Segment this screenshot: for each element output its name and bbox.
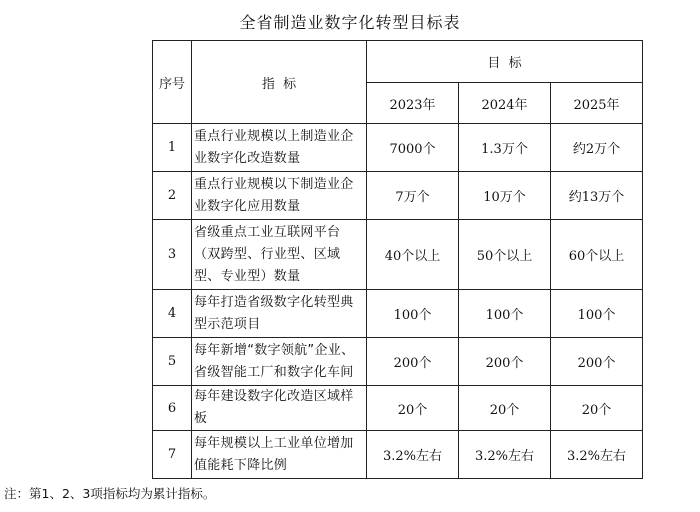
row-value-2025: 20个 bbox=[551, 386, 643, 431]
row-value-2025: 约13万个 bbox=[551, 172, 643, 220]
row-indicator: 重点行业规模以上制造业企业数字化改造数量 bbox=[192, 124, 367, 172]
table-title: 全省制造业数字化转型目标表 bbox=[239, 13, 461, 32]
row-indicator: 重点行业规模以下制造业企业数字化应用数量 bbox=[192, 172, 367, 220]
row-value-2025: 100个 bbox=[551, 290, 643, 338]
header-year-2023: 2023年 bbox=[367, 83, 459, 124]
header-year-2024: 2024年 bbox=[459, 83, 551, 124]
row-value-2025: 200个 bbox=[551, 338, 643, 386]
table-row bbox=[153, 386, 643, 431]
row-value-2023: 100个 bbox=[367, 290, 459, 338]
row-seq: 7 bbox=[153, 431, 192, 479]
row-seq: 1 bbox=[153, 124, 192, 172]
table-row bbox=[153, 431, 643, 479]
row-value-2025: 3.2%左右 bbox=[551, 431, 643, 479]
row-indicator: 省级重点工业互联网平台（双跨型、行业型、区域型、专业型）数量 bbox=[192, 220, 367, 290]
header-indicator: 指 标 bbox=[192, 41, 367, 124]
header-year-2025: 2025年 bbox=[551, 83, 643, 124]
row-value-2024: 10万个 bbox=[459, 172, 551, 220]
row-indicator: 每年打造省级数字化转型典型示范项目 bbox=[192, 290, 367, 338]
row-value-2025: 60个以上 bbox=[551, 220, 643, 290]
table-row bbox=[153, 220, 643, 290]
targets-table bbox=[152, 40, 643, 479]
row-seq: 6 bbox=[153, 386, 192, 431]
row-value-2025: 约2万个 bbox=[551, 124, 643, 172]
row-seq: 3 bbox=[153, 220, 192, 290]
header-seq: 序号 bbox=[153, 41, 192, 124]
row-seq: 2 bbox=[153, 172, 192, 220]
row-indicator: 每年规模以上工业单位增加值能耗下降比例 bbox=[192, 431, 367, 479]
row-value-2024: 200个 bbox=[459, 338, 551, 386]
header-target: 目 标 bbox=[367, 41, 643, 83]
table-row bbox=[153, 124, 643, 172]
row-value-2023: 40个以上 bbox=[367, 220, 459, 290]
row-value-2023: 20个 bbox=[367, 386, 459, 431]
row-value-2023: 200个 bbox=[367, 338, 459, 386]
row-value-2024: 20个 bbox=[459, 386, 551, 431]
row-value-2024: 100个 bbox=[459, 290, 551, 338]
table-row bbox=[153, 290, 643, 338]
row-seq: 4 bbox=[153, 290, 192, 338]
row-value-2024: 3.2%左右 bbox=[459, 431, 551, 479]
table-row bbox=[153, 338, 643, 386]
row-value-2024: 50个以上 bbox=[459, 220, 551, 290]
table-note: 注：第1、2、3项指标均为累计指标。 bbox=[4, 486, 216, 501]
row-value-2023: 7万个 bbox=[367, 172, 459, 220]
row-indicator: 每年建设数字化改造区域样板 bbox=[192, 386, 367, 431]
table-row bbox=[153, 172, 643, 220]
row-indicator: 每年新增“数字领航”企业、省级智能工厂和数字化车间 bbox=[192, 338, 367, 386]
row-value-2024: 1.3万个 bbox=[459, 124, 551, 172]
row-value-2023: 3.2%左右 bbox=[367, 431, 459, 479]
row-value-2023: 7000个 bbox=[367, 124, 459, 172]
row-seq: 5 bbox=[153, 338, 192, 386]
